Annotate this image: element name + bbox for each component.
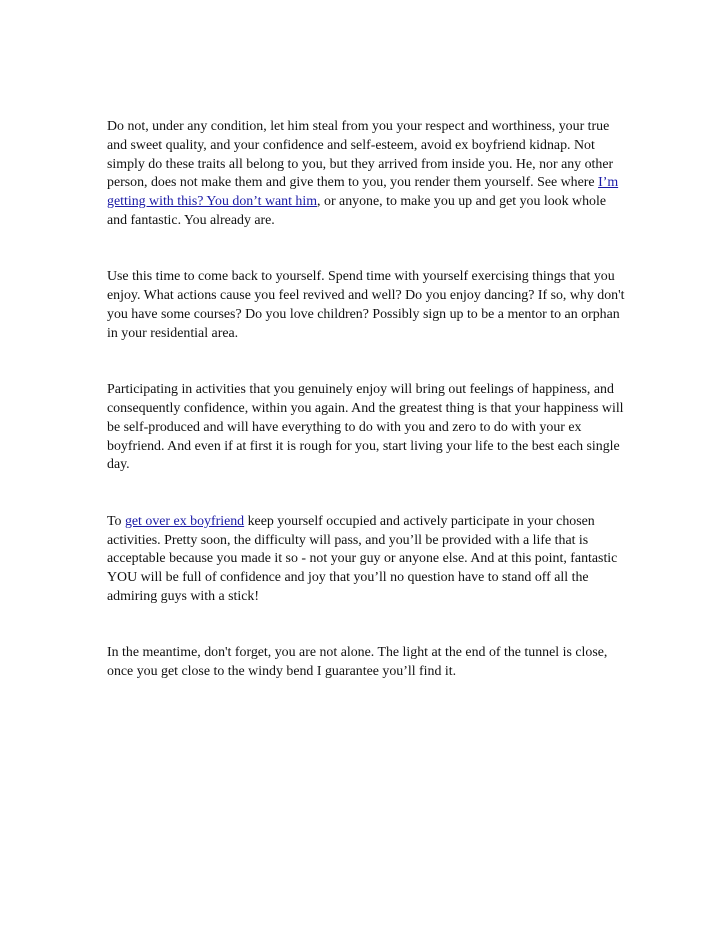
paragraph-not-alone: In the meantime, don't forget, you are not alone. The light at the end of the tunnel is close, once you get close to the windy bend I guarantee you’ll find it. [107,645,608,680]
inline-link-getting-with-this[interactable]: I’m getting with this? You don’t want him [107,175,619,210]
document-body [107,118,627,720]
inline-link-get-over-ex-boyfriend[interactable]: get over ex boyfriend [124,513,245,529]
paragraph-text: keep yourself occupied and actively participate in your chosen activities. Pretty soon, the difficulty will pass, and you’ll be provided with a life that is acceptable because you made it so - not your guy or anyone else. And at this point, fantastic YOU will be full of confidence and joy that you’ll no question have to stand off all the admiring guys with a stick! [107,513,618,604]
paragraph-get-over-ex [107,513,627,607]
paragraph-text: , or anyone, to make you up and get you look whole and fantastic. You already are. [107,194,606,228]
paragraph-text: Do not, under any condition, let him steal from you your respect and worthiness, your true and sweet quality, and your confidence and self-esteem, avoid ex boyfriend kidnap. Not simply do these traits all belong to you, but they arrived from inside you. He, nor any other person, does not make them and give them to you, you render them yourself. See where [107,119,614,191]
paragraph-come-back-to-yourself: Use this time to come back to yourself. Spend time with yourself exercising things that you enjoy. What actions cause you feel revived and well? Do you enjoy dancing? If so, why don't you have some courses? Do you love children? Possibly sign up to be a mentor to an orphan in your residential area. [107,269,625,341]
paragraph-activities-happiness: Participating in activities that you genuinely enjoy will bring out feelings of happiness, and consequently confidence, within you again. And the greatest thing is that your happiness will be self-produced and will have everything to do with you and zero to do with your ex boyfriend. And even if at first it is rough for you, start living your life to the best each single day. [107,382,624,473]
paragraph-self-worth [107,118,627,231]
paragraph-text: To [107,513,125,529]
